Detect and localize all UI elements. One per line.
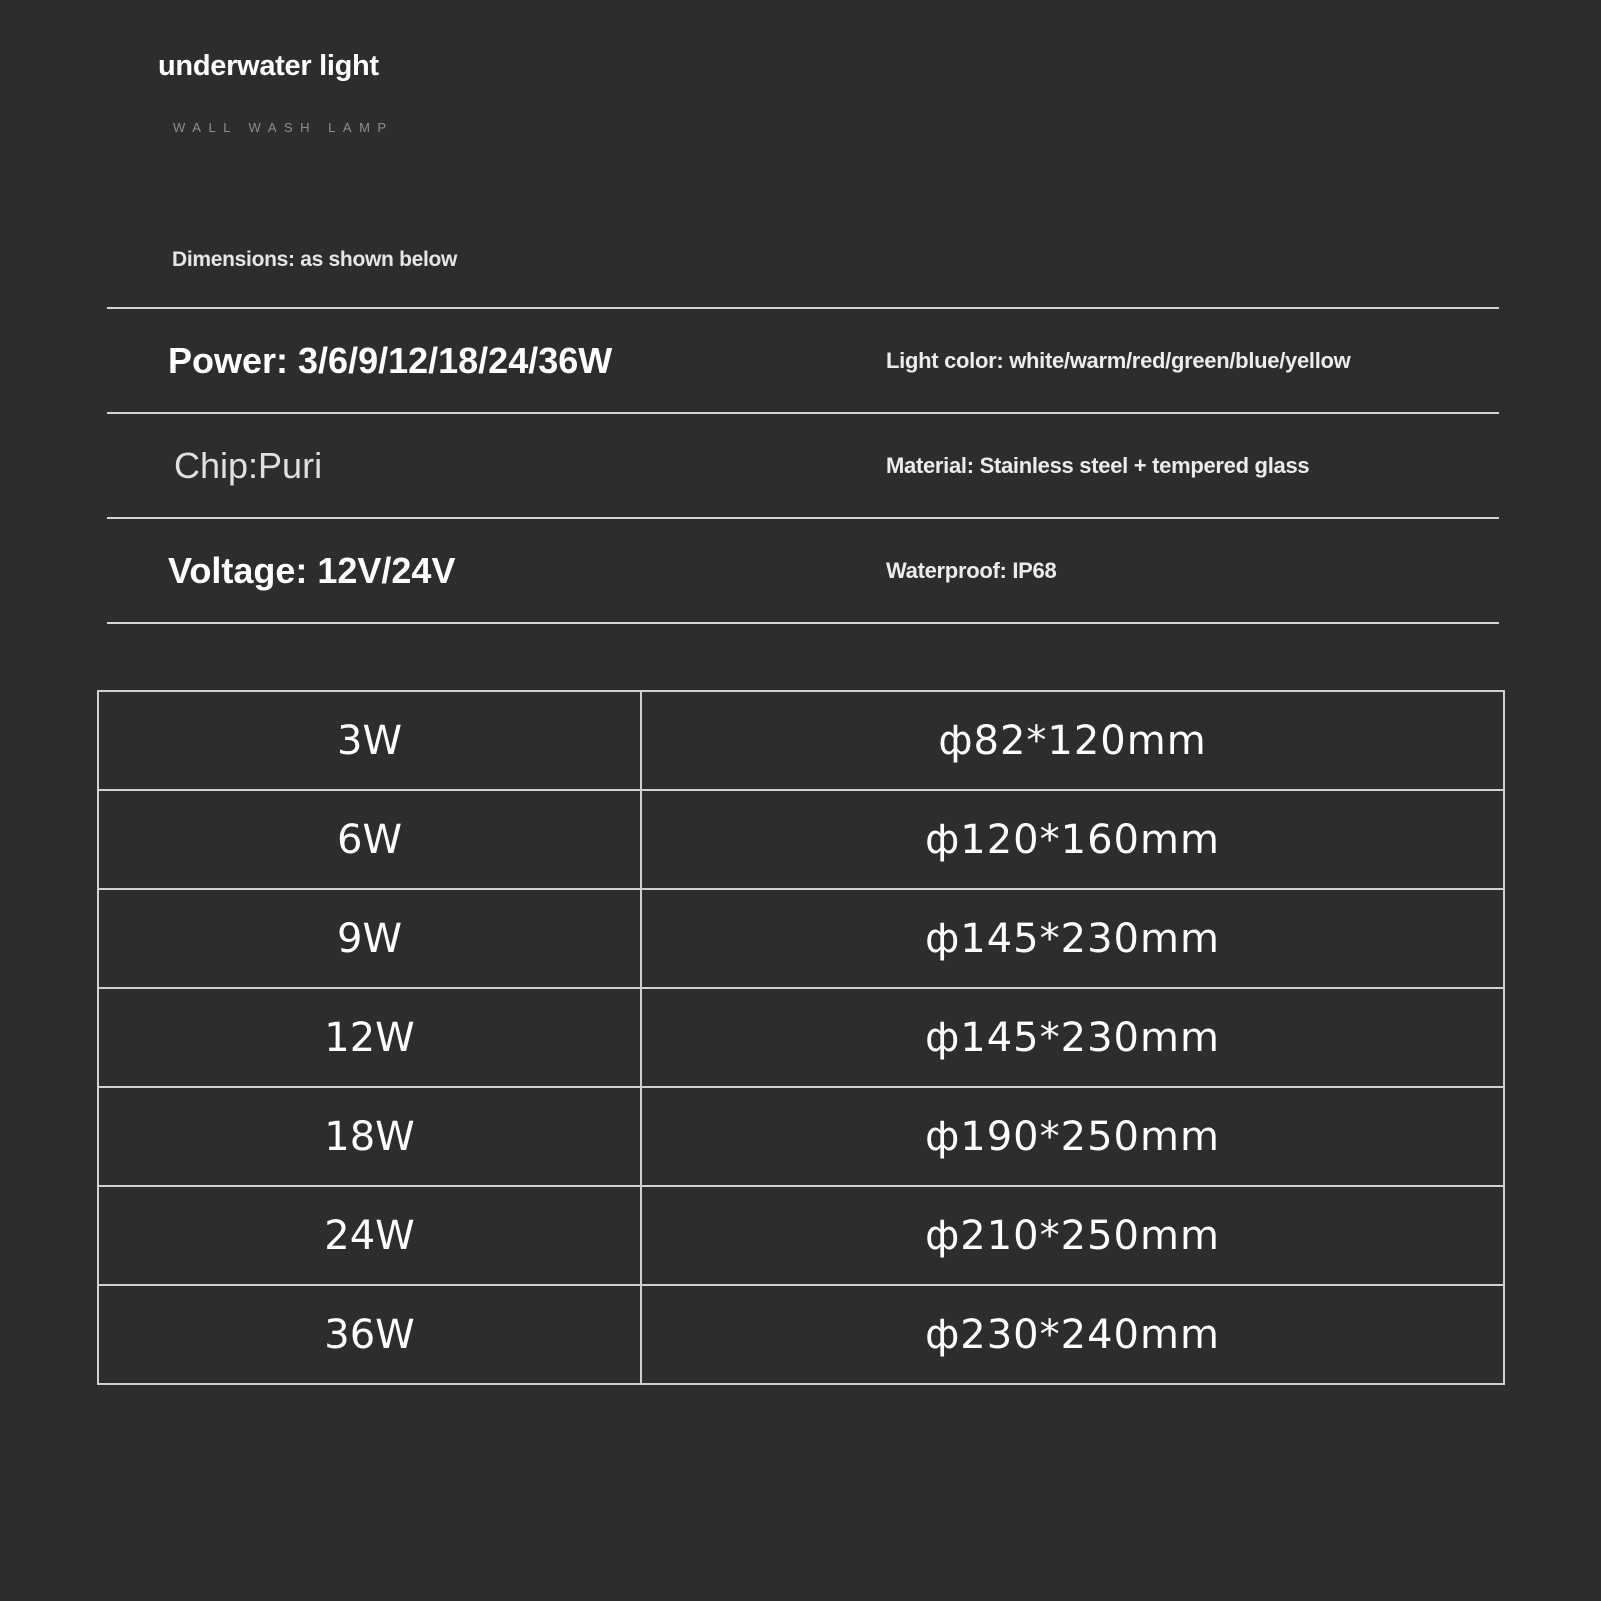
table-row xyxy=(98,988,1504,1087)
divider xyxy=(107,622,1499,624)
spec-row-chip xyxy=(107,414,1499,517)
table-row xyxy=(98,790,1504,889)
dimension-cell: ф190*250mm xyxy=(641,1087,1504,1186)
dimension-cell: ф230*240mm xyxy=(641,1285,1504,1384)
spec-row-voltage xyxy=(107,519,1499,622)
power-cell: 6W xyxy=(98,790,641,889)
table-row xyxy=(98,889,1504,988)
spec-material: Material: Stainless steel + tempered glass xyxy=(886,452,1310,478)
table-row xyxy=(98,1087,1504,1186)
dimension-cell: ф120*160mm xyxy=(641,790,1504,889)
table-row xyxy=(98,1285,1504,1384)
size-table xyxy=(97,690,1505,1385)
spec-row-power xyxy=(107,309,1499,412)
spec-waterproof: Waterproof: IP68 xyxy=(886,557,1057,583)
spec-table xyxy=(107,307,1499,624)
spec-voltage: Voltage: 12V/24V xyxy=(168,549,456,591)
dimension-cell: ф145*230mm xyxy=(641,889,1504,988)
table-row xyxy=(98,691,1504,790)
spec-light-color: Light color: white/warm/red/green/blue/yellow xyxy=(886,347,1351,373)
power-cell: 36W xyxy=(98,1285,641,1384)
spec-chip: Chip:Puri xyxy=(174,444,323,486)
power-cell: 9W xyxy=(98,889,641,988)
power-cell: 18W xyxy=(98,1087,641,1186)
page-subtitle: WALL WASH LAMP xyxy=(173,120,394,135)
dimension-cell: ф82*120mm xyxy=(641,691,1504,790)
dimension-cell: ф145*230mm xyxy=(641,988,1504,1087)
page-title: underwater light xyxy=(158,50,379,82)
dimension-cell: ф210*250mm xyxy=(641,1186,1504,1285)
dimensions-note: Dimensions: as shown below xyxy=(172,248,458,271)
power-cell: 24W xyxy=(98,1186,641,1285)
spec-power: Power: 3/6/9/12/18/24/36W xyxy=(168,339,613,381)
power-cell: 12W xyxy=(98,988,641,1087)
table-row xyxy=(98,1186,1504,1285)
power-cell: 3W xyxy=(98,691,641,790)
